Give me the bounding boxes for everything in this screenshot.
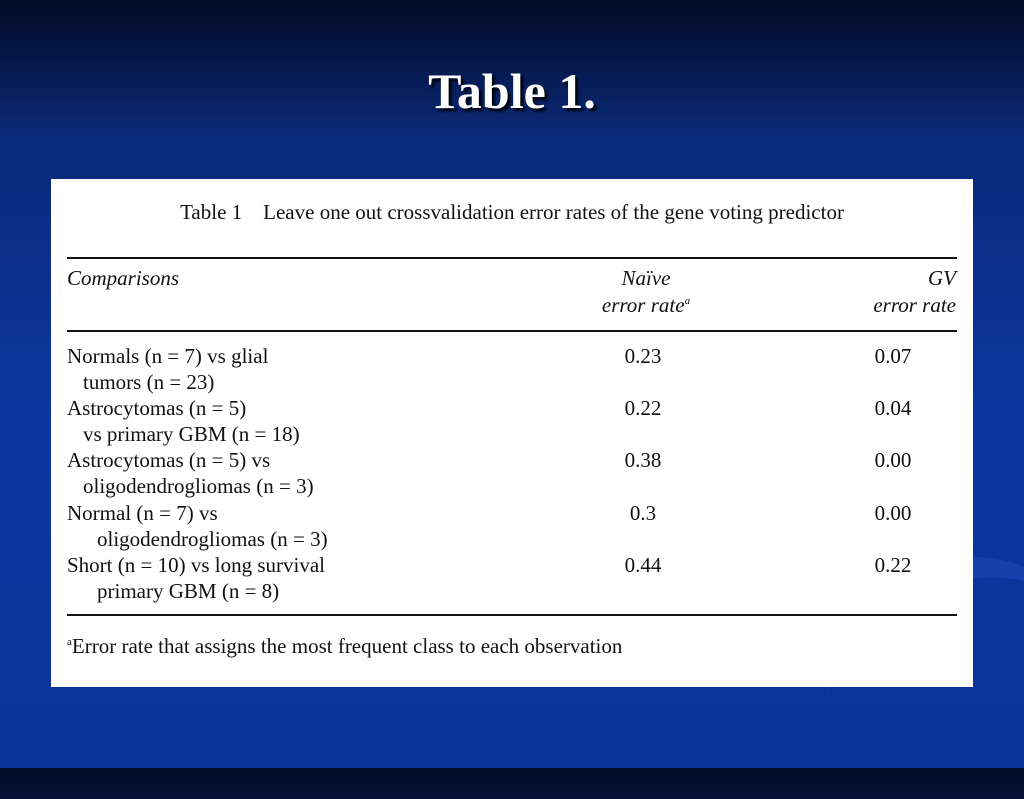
table-footnote — [67, 634, 622, 659]
row-3-naive: 0.38 — [624, 448, 662, 472]
row-1-gv: 0.07 — [874, 344, 912, 368]
table-caption-number: Table 1 — [180, 200, 243, 224]
row-2-label-1: Astrocytomas (n = 5) — [67, 396, 247, 420]
row-3-label-1: Astrocytomas (n = 5) vs — [67, 448, 271, 472]
row-3-label-2: oligodendrogliomas (n = 3) — [83, 474, 314, 498]
row-1-naive: 0.23 — [624, 344, 662, 368]
row-3-gv: 0.00 — [874, 448, 912, 472]
header-comparisons: Comparisons — [67, 266, 180, 290]
table-caption — [67, 199, 957, 225]
header-gv-line1: GV — [928, 266, 956, 290]
row-2-gv: 0.04 — [874, 396, 912, 420]
row-4-naive: 0.3 — [629, 501, 657, 525]
row-5-label-1: Short (n = 10) vs long survival — [67, 553, 325, 577]
header-naive-sup: a — [684, 295, 691, 307]
row-1-label-1: Normals (n = 7) vs glial — [67, 344, 269, 368]
row-4-label-2: oligodendrogliomas (n = 3) — [97, 527, 328, 551]
bottom-rule — [67, 614, 957, 616]
header-gv-line2: error rate — [873, 293, 956, 317]
header-naive-text: error rate — [601, 293, 685, 317]
footnote-mark: a — [67, 636, 72, 648]
header-naive-line2 — [571, 292, 721, 319]
top-rule — [67, 257, 957, 259]
row-4-gv: 0.00 — [874, 501, 912, 525]
row-4-label-1: Normal (n = 7) vs — [67, 501, 218, 525]
row-5-gv: 0.22 — [874, 553, 912, 577]
row-2-naive: 0.22 — [624, 396, 662, 420]
table-image — [51, 179, 973, 687]
header-naive-line1: Naïve — [621, 266, 671, 290]
row-2-label-2: vs primary GBM (n = 18) — [83, 422, 300, 446]
slide-title: Table 1. — [428, 63, 596, 119]
row-5-naive: 0.44 — [624, 553, 662, 577]
row-5-label-2: primary GBM (n = 8) — [97, 579, 280, 603]
footnote-text: Error rate that assigns the most frequent class to each observation — [71, 634, 623, 658]
row-1-label-2: tumors (n = 23) — [83, 370, 215, 394]
header-rule — [67, 330, 957, 332]
table-caption-text: Leave one out crossvalidation error rates of the gene voting predictor — [263, 200, 844, 224]
